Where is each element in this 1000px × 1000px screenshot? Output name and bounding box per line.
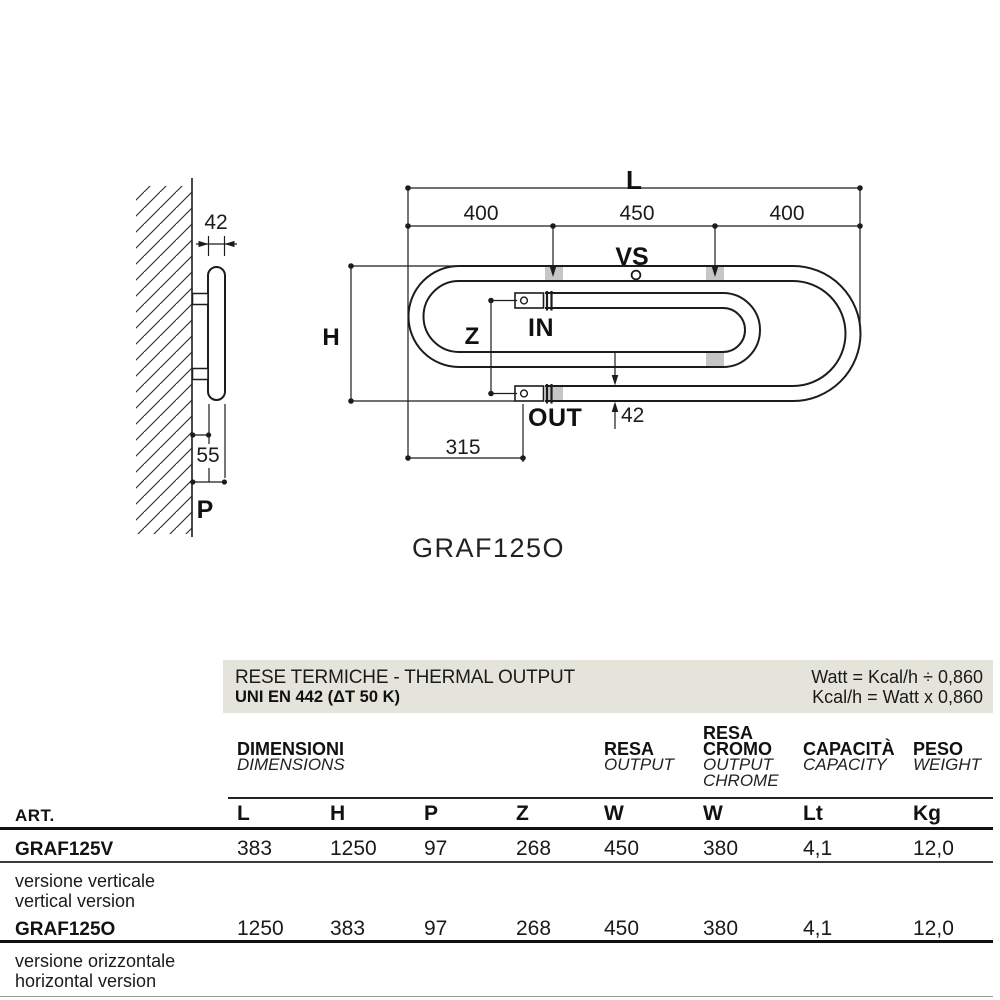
- top-view-drawing: [348, 185, 863, 462]
- col-Z: Z: [516, 802, 529, 825]
- row1-W: 450: [604, 837, 640, 860]
- row2-Z: 268: [516, 917, 552, 940]
- row-art-graf125v: GRAF125V: [15, 839, 114, 860]
- row1-H: 1250: [330, 837, 377, 860]
- col-W-chrome: W: [703, 802, 723, 825]
- col-P: P: [424, 802, 439, 825]
- row1-Z: 268: [516, 837, 552, 860]
- group-resa-en: OUTPUT: [604, 755, 674, 774]
- row2-L: 1250: [237, 917, 284, 940]
- length-label: L: [626, 165, 642, 195]
- inlet-label: IN: [528, 314, 554, 342]
- group-resa-cromo-it1: RESA: [703, 723, 754, 743]
- dim-label-left-400: 400: [463, 202, 499, 225]
- row2-W: 450: [604, 917, 640, 940]
- formula-kcal: Kcal/h = Watt x 0,860: [812, 687, 983, 707]
- mount-brackets: [545, 267, 724, 402]
- thick-rule-1: [0, 827, 993, 830]
- dim-label-tube-depth: 42: [204, 211, 228, 234]
- note-horizontal: [15, 951, 175, 991]
- row2-P: 97: [424, 917, 448, 940]
- row1-L: 383: [237, 837, 273, 860]
- note-vertical-en: vertical version: [15, 891, 136, 911]
- vent-label: VS: [615, 243, 649, 271]
- group-resa-cromo-en2: CHROME: [703, 771, 779, 790]
- col-Lt: Lt: [803, 802, 823, 825]
- group-resa-cromo-en1: OUTPUT: [703, 755, 773, 774]
- group-dimensioni: [237, 741, 345, 773]
- col-W-output: W: [604, 802, 624, 825]
- row2-W-chrome: 380: [703, 917, 739, 940]
- row2-Lt: 4,1: [803, 917, 833, 940]
- table-title: RESE TERMICHE - THERMAL OUTPUT: [235, 667, 575, 688]
- height-label: H: [322, 324, 340, 351]
- table-subtitle: UNI EN 442 (ΔT 50 K): [235, 688, 400, 706]
- dim-label-tube-42: 42: [621, 404, 645, 427]
- note-horizontal-it: versione orizzontale: [15, 951, 176, 971]
- group-dimensioni-it: DIMENSIONI: [237, 739, 345, 759]
- in-fitting: [515, 291, 552, 311]
- dim-label-wall-distance: 55: [196, 444, 220, 467]
- mid-rule: [0, 861, 993, 863]
- group-resa-cromo: [703, 725, 779, 789]
- dim-label-right-400: 400: [769, 202, 805, 225]
- conversion-formulas: [811, 667, 983, 707]
- row2-H: 383: [330, 917, 366, 940]
- group-peso: [913, 741, 981, 773]
- col-H: H: [330, 802, 346, 825]
- group-dimensioni-en: DIMENSIONS: [237, 755, 345, 774]
- table-header-bar: [223, 660, 993, 713]
- note-vertical: [15, 871, 155, 911]
- group-capacita: [803, 741, 895, 773]
- col-L: L: [237, 802, 250, 825]
- group-resa-cromo-it2: CROMO: [703, 739, 772, 759]
- row1-Kg: 12,0: [913, 837, 954, 860]
- note-vertical-it: versione verticale: [15, 871, 156, 891]
- bracket-upper: [193, 294, 209, 305]
- tube-profile: [208, 267, 225, 400]
- note-horizontal-en: horizontal version: [15, 971, 157, 991]
- dim-label-center-450: 450: [619, 202, 655, 225]
- group-peso-it: PESO: [913, 739, 964, 759]
- outlet-label: OUT: [528, 404, 583, 432]
- art-column-header: ART.: [15, 806, 55, 825]
- out-fitting: [515, 384, 552, 404]
- formula-watt: Watt = Kcal/h ÷ 0,860: [811, 667, 983, 687]
- wall-hatch: [136, 186, 192, 534]
- group-underline: [228, 797, 993, 799]
- group-resa-it: RESA: [604, 739, 655, 759]
- dimension-lines: [348, 185, 863, 462]
- table-title-block: [235, 667, 575, 707]
- dim-label-315: 315: [445, 436, 481, 459]
- bottom-rule: [0, 996, 993, 997]
- z-label: Z: [464, 323, 480, 350]
- group-capacita-en: CAPACITY: [803, 755, 887, 774]
- thick-rule-2: [0, 940, 993, 943]
- row2-Kg: 12,0: [913, 917, 954, 940]
- row-art-graf125o: GRAF125O: [15, 919, 116, 940]
- row1-W-chrome: 380: [703, 837, 739, 860]
- row1-Lt: 4,1: [803, 837, 833, 860]
- group-peso-en: WEIGHT: [913, 755, 981, 774]
- depth-label: P: [196, 496, 214, 524]
- group-capacita-it: CAPACITÀ: [803, 739, 895, 759]
- group-resa: [604, 741, 674, 773]
- dim-42-side: [196, 236, 237, 256]
- model-caption: GRAF125O: [412, 533, 566, 563]
- col-Kg: Kg: [913, 802, 941, 825]
- row1-P: 97: [424, 837, 448, 860]
- bracket-lower: [193, 369, 209, 380]
